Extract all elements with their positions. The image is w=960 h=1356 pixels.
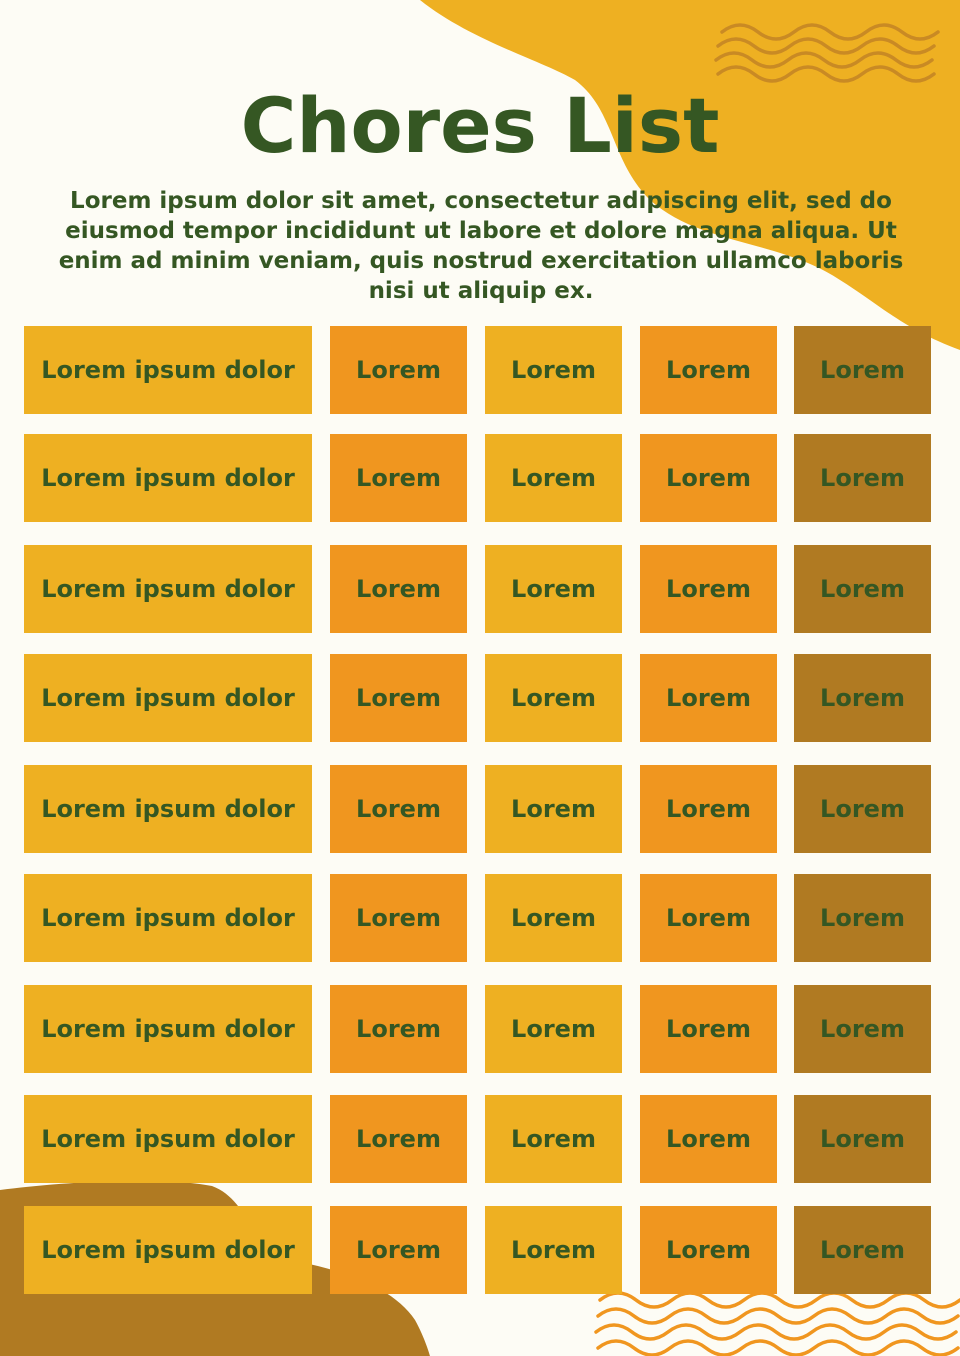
chore-cell: Lorem [330, 1206, 467, 1294]
chore-cell: Lorem [330, 1095, 467, 1183]
chore-cell: Lorem [330, 434, 467, 522]
chore-cell: Lorem [794, 985, 931, 1073]
chore-name-cell: Lorem ipsum dolor [24, 326, 312, 414]
chore-name-cell: Lorem ipsum dolor [24, 434, 312, 522]
chore-cell: Lorem [485, 654, 622, 742]
chore-cell: Lorem [640, 1095, 777, 1183]
chore-row [0, 874, 960, 962]
chore-cell: Lorem [485, 765, 622, 853]
chore-cell: Lorem [640, 545, 777, 633]
chore-cell: Lorem [330, 545, 467, 633]
chore-cell: Lorem [794, 1206, 931, 1294]
chore-cell: Lorem [640, 434, 777, 522]
chore-cell: Lorem [485, 1206, 622, 1294]
chore-row [0, 654, 960, 742]
chore-name-cell: Lorem ipsum dolor [24, 985, 312, 1073]
chore-cell: Lorem [330, 985, 467, 1073]
chore-cell: Lorem [330, 765, 467, 853]
chore-cell: Lorem [330, 874, 467, 962]
chore-cell: Lorem [485, 326, 622, 414]
chore-cell: Lorem [485, 874, 622, 962]
chore-name-cell: Lorem ipsum dolor [24, 1095, 312, 1183]
chore-name-cell: Lorem ipsum dolor [24, 765, 312, 853]
chore-row [0, 326, 960, 414]
chore-row [0, 1095, 960, 1183]
chore-row [0, 434, 960, 522]
intro-paragraph: Lorem ipsum dolor sit amet, consectetur adipiscing elit, sed do eiusmod tempor incididunt ut labore et dolore magna aliqua. Ut enim ad minim veniam, quis nostrud exercitation ullamco laboris nisi ut aliquip ex. [58, 188, 904, 304]
chore-name-cell: Lorem ipsum dolor [24, 654, 312, 742]
chore-cell: Lorem [794, 326, 931, 414]
chore-cell: Lorem [485, 1095, 622, 1183]
chore-cell: Lorem [640, 765, 777, 853]
chore-row [0, 765, 960, 853]
chore-cell: Lorem [794, 1095, 931, 1183]
chore-cell: Lorem [330, 654, 467, 742]
chore-cell: Lorem [485, 545, 622, 633]
chore-row [0, 1206, 960, 1294]
chore-name-cell: Lorem ipsum dolor [24, 1206, 312, 1294]
chore-cell: Lorem [640, 1206, 777, 1294]
chore-cell: Lorem [794, 654, 931, 742]
chore-cell: Lorem [640, 874, 777, 962]
chore-cell: Lorem [794, 545, 931, 633]
page-title: Chores List [240, 81, 720, 170]
chore-cell: Lorem [640, 654, 777, 742]
chore-cell: Lorem [794, 765, 931, 853]
chore-cell: Lorem [330, 326, 467, 414]
chore-cell: Lorem [485, 985, 622, 1073]
chore-cell: Lorem [794, 874, 931, 962]
chore-cell: Lorem [794, 434, 931, 522]
chore-name-cell: Lorem ipsum dolor [24, 545, 312, 633]
chore-row [0, 545, 960, 633]
chore-cell: Lorem [640, 326, 777, 414]
chore-cell: Lorem [485, 434, 622, 522]
chore-cell: Lorem [640, 985, 777, 1073]
chore-row [0, 985, 960, 1073]
chore-name-cell: Lorem ipsum dolor [24, 874, 312, 962]
